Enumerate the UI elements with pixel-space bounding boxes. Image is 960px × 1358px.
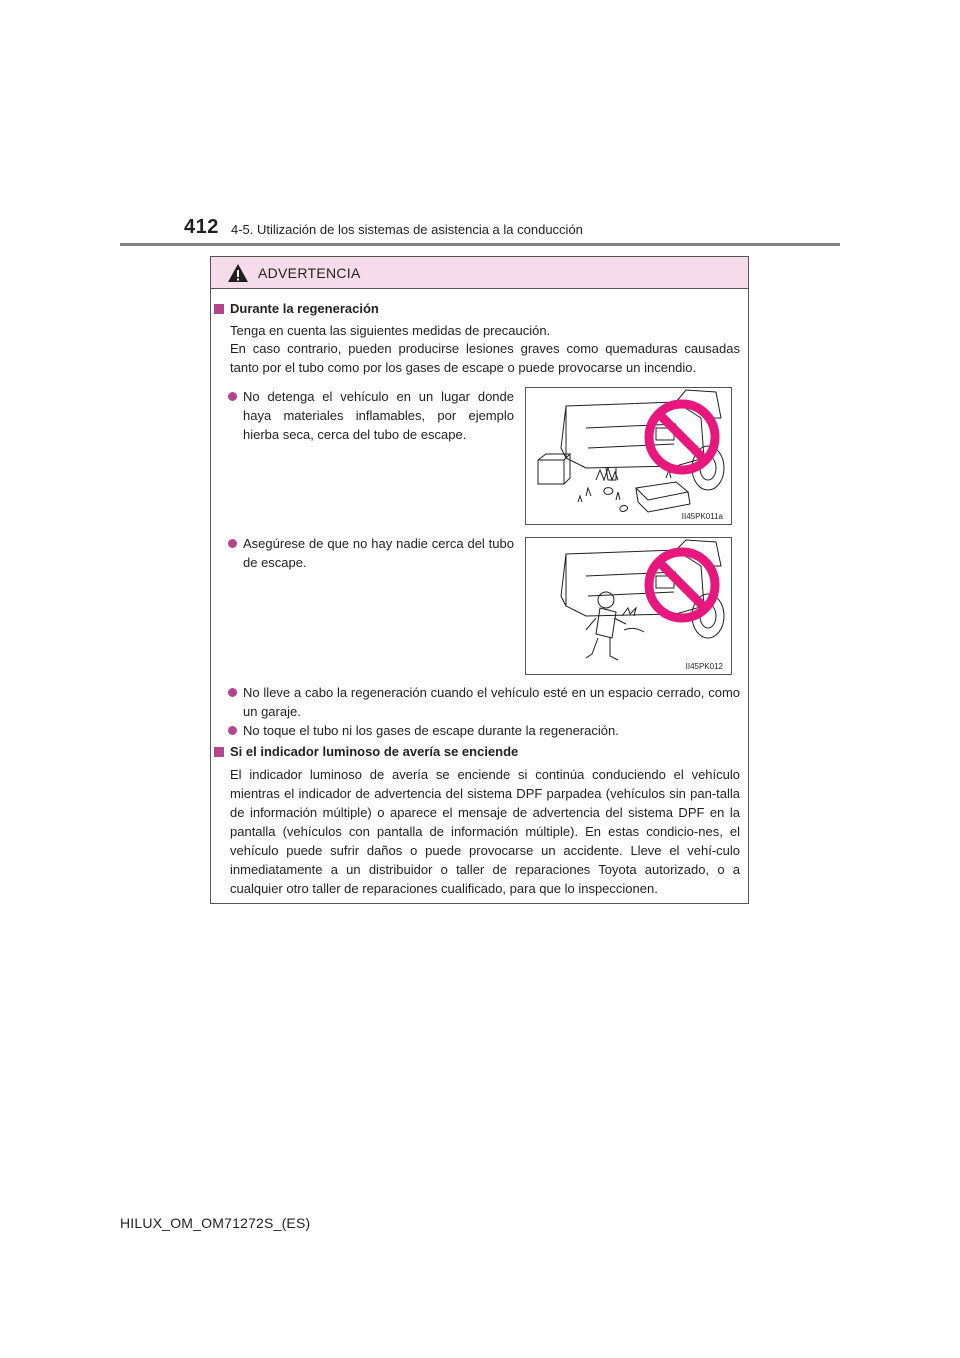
bullet-nobody-near: Asegúrese de que no hay nadie cerca del tubo de escape. — [228, 534, 514, 572]
section-heading-regeneration: Durante la regeneración — [214, 301, 379, 316]
illustration-flammables — [525, 387, 732, 525]
round-bullet-icon — [228, 392, 237, 401]
prohibition-icon — [526, 538, 733, 676]
round-bullet-icon — [228, 726, 237, 735]
warning-triangle-icon — [227, 263, 249, 283]
warning-title: ADVERTENCIA — [258, 264, 361, 281]
bullet-flammables: No detenga el vehículo en un lugar donde haya materiales inflamables, por ejemplo hierba seca, cerca del tubo de escape. — [228, 387, 514, 444]
square-bullet-icon — [214, 747, 224, 757]
illustration-person-near — [525, 537, 732, 675]
page-number: 412 — [184, 216, 219, 238]
round-bullet-icon — [228, 539, 237, 548]
bullet-closed-space: No lleve a cabo la regeneración cuando el vehículo esté en un espacio cerrado, como un garaje. — [228, 683, 740, 721]
bullet-do-not-touch: No toque el tubo ni los gases de escape durante la regeneración. — [228, 721, 740, 740]
footer-doc-code: HILUX_OM_OM71272S_(ES) — [120, 1215, 311, 1231]
round-bullet-icon — [228, 688, 237, 697]
illustration-code: II45PK011a — [681, 512, 723, 521]
illustration-code: II45PK012 — [685, 662, 723, 671]
section-title: 4-5. Utilización de los sistemas de asistencia a la conducción — [231, 222, 583, 237]
malfunction-paragraph: El indicador luminoso de avería se enciende si continúa conduciendo el vehículo mientras el indicador de advertencia del sistema DPF parpadea (vehículos sin pan-talla de información múltiple) o aparece el mensaje de advertencia del sistema DPF en la pantalla (vehículos con pantalla de información múltiple). En estas condicio-nes, el vehículo puede sufrir daños o puede provocarse un accidente. Lleve el vehí-culo inmediatamente a un distribuidor o taller de reparaciones Toyota autorizado, o a cualquier otro taller de reparaciones cualificado, para que lo inspeccionen. — [230, 767, 740, 896]
prohibition-icon — [526, 388, 733, 526]
intro-paragraph: En caso contrario, pueden producirse lesiones graves como quemaduras causadas tanto por el tubo como por los gases de escape o puede provocarse un incendio. — [230, 341, 740, 375]
warning-header — [211, 257, 748, 289]
header-rule — [120, 243, 840, 246]
section-heading-malfunction: Si el indicador luminoso de avería se enciende — [214, 744, 518, 759]
intro-line-1: Tenga en cuenta las siguientes medidas de precaución. — [230, 323, 551, 338]
square-bullet-icon — [214, 304, 224, 314]
